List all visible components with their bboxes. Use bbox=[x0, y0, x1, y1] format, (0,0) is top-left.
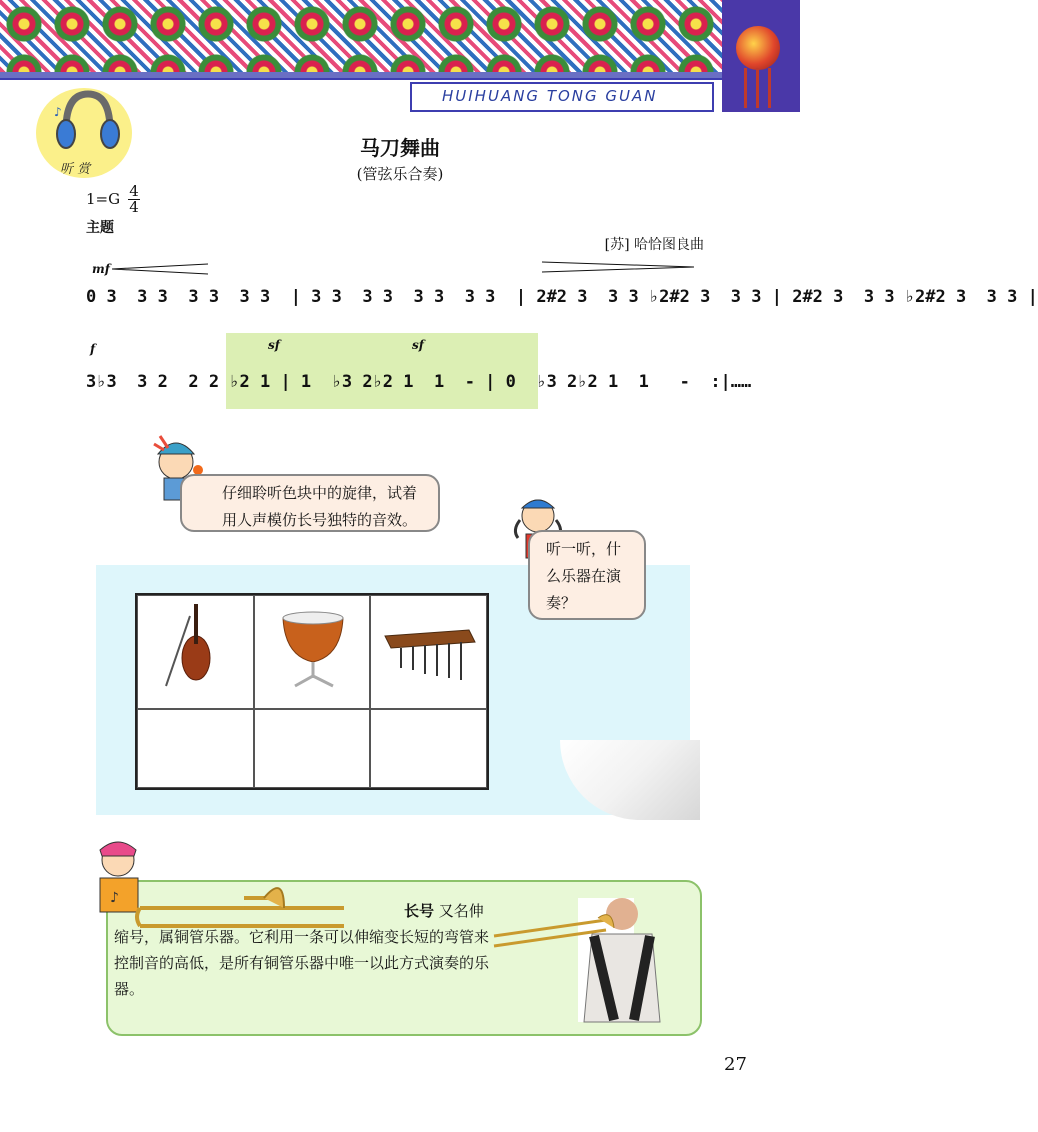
notation-line-1: 0 3 3 3 3 3 3 3 | 3 3 3 3 3 3 3 3 | 2#2 3 3 3 ♭2#2 3 3 3 | 2#2 3 3 3 ♭2#2 3 3 3 | bbox=[86, 287, 1038, 307]
notation-line-2: 3♭3 3 2 2 2 ♭2 1 | 1 ♭3 2♭2 1 1 - | 0 ♭3 2♭2 1 1 - :|…… bbox=[86, 372, 752, 392]
page-number: 27 bbox=[724, 1054, 747, 1075]
dynamic-f: f bbox=[90, 342, 96, 356]
decorative-banner bbox=[0, 0, 722, 72]
grid-cell-empty bbox=[137, 709, 254, 788]
marimba-icon bbox=[371, 596, 488, 708]
grid-cell-cello bbox=[137, 595, 254, 709]
dynamic-sf: sf bbox=[268, 338, 280, 352]
time-sig-top: 4 bbox=[129, 182, 139, 200]
crescendo-mark bbox=[112, 262, 212, 276]
cello-icon bbox=[138, 596, 255, 708]
song-subtitle: (管弦乐合奏) bbox=[356, 165, 444, 183]
song-title: 马刀舞曲 bbox=[360, 136, 440, 160]
theme-label: 主题 bbox=[86, 220, 114, 236]
grid-cell-empty bbox=[370, 709, 487, 788]
grid-cell-empty bbox=[254, 709, 370, 788]
listen-label: 听 赏 bbox=[60, 162, 91, 177]
svg-text:♪: ♪ bbox=[110, 890, 119, 906]
grid-cell-marimba bbox=[370, 595, 487, 709]
time-sig-bottom: 4 bbox=[129, 198, 139, 216]
svg-text:♪: ♪ bbox=[54, 105, 62, 119]
time-signature bbox=[128, 184, 140, 215]
header-label: HUIHUANG TONG GUAN bbox=[442, 87, 658, 105]
grid-cell-timpani bbox=[254, 595, 370, 709]
question-bubble bbox=[528, 530, 646, 620]
tip-bubble bbox=[180, 474, 440, 532]
tassel bbox=[744, 68, 747, 108]
info-text bbox=[114, 898, 490, 1002]
info-description: 又名伸缩号，属铜管乐器。它利用一条可以伸缩变长短的弯管来控制音的高低，是所有铜管乐器中唯一以此方式演奏的乐器。 bbox=[114, 902, 490, 998]
dynamic-sf: sf bbox=[412, 338, 424, 352]
tip-text: 仔细聆听色块中的旋律，试着用人声模仿长号独特的音效。 bbox=[222, 484, 418, 529]
decrescendo-mark bbox=[542, 260, 698, 274]
trombone-player-photo bbox=[494, 890, 684, 1022]
header-rule bbox=[0, 78, 722, 80]
composer: [苏] 哈恰图良曲 bbox=[604, 237, 704, 253]
timpani-icon bbox=[255, 596, 371, 708]
embroidered-ball-icon bbox=[736, 26, 780, 70]
key-signature: 1=G bbox=[86, 190, 121, 208]
tassel bbox=[768, 68, 771, 108]
instrument-grid bbox=[135, 593, 489, 790]
info-term: 长号 bbox=[404, 902, 435, 920]
tassel bbox=[756, 68, 759, 108]
question-text: 听一听，什么乐器在演奏？ bbox=[546, 540, 622, 612]
dynamic-mf: mf bbox=[92, 262, 110, 276]
